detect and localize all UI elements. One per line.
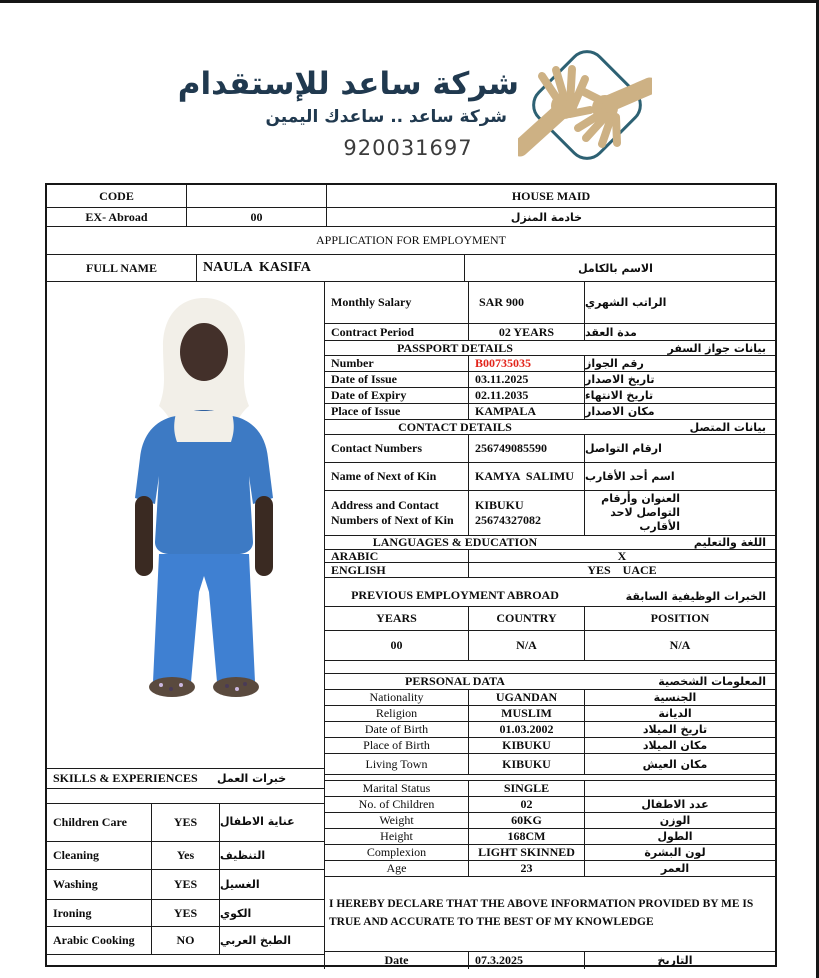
contract-period-value: 02 YEARS (469, 324, 585, 340)
ex-abroad-label: EX- Abroad (47, 208, 187, 226)
passport-details-title-en: PASSPORT DETAILS (397, 341, 513, 355)
passport-details-title-ar: بيانات جواز السفر (667, 341, 766, 355)
complexion-row (325, 845, 775, 861)
contact-details-title-en: CONTACT DETAILS (398, 420, 512, 434)
field-value: 01.03.2002 (469, 722, 585, 737)
next-of-kin-value: KAMYA SALIMU (469, 463, 585, 490)
previous-employment-columns-row (325, 607, 775, 631)
next-of-kin-ar: اسم أحد الأقارب (585, 470, 675, 483)
position-en: HOUSE MAID (511, 188, 591, 203)
full-name-label: FULL NAME (47, 255, 197, 281)
code-value (187, 185, 327, 207)
country-column-header: COUNTRY (469, 607, 585, 630)
contact-numbers-row (325, 435, 775, 463)
kin-address-label: Address and Contact Numbers of Next of Kin (325, 491, 469, 535)
arabic-language-label: ARABIC (325, 550, 469, 562)
passport-number-row (325, 356, 775, 372)
weight-row (325, 813, 775, 829)
skill-label-ar: الطبخ العربي (220, 934, 292, 947)
field-label-ar: العمر (660, 862, 690, 875)
field-label: Age (325, 861, 469, 876)
date-of-birth-row (325, 722, 775, 738)
code-label: CODE (47, 185, 187, 207)
kin-address-town: KIBUKU (475, 498, 524, 512)
personal-data-header (325, 674, 775, 690)
full-name-row (47, 255, 775, 282)
skill-row-children-care (47, 804, 324, 842)
skill-value: Yes (152, 842, 220, 869)
company-name-arabic: شركة ساعد للإستقدام (177, 66, 519, 102)
field-label: Living Town (325, 754, 469, 774)
field-label-ar: الطول (657, 830, 693, 843)
field-label: Nationality (325, 690, 469, 705)
left-column (47, 282, 325, 969)
field-label: Marital Status (325, 781, 469, 796)
declaration-row (325, 877, 775, 952)
skills-header-ar: خبرات العمل (217, 772, 287, 785)
applicant-photo (47, 282, 324, 769)
company-phone: 920031697 (343, 136, 473, 160)
company-header (0, 0, 819, 183)
spacer-row (325, 661, 775, 674)
religion-row (325, 706, 775, 722)
field-label: Weight (325, 813, 469, 828)
skill-value: NO (152, 927, 220, 954)
field-value: SINGLE (469, 781, 585, 796)
skill-label: Washing (47, 870, 152, 899)
declaration-text: I HEREBY DECLARE THAT THE ABOVE INFORMATION PROVIDED BY ME IS TRUE AND ACCURATE TO THE BEST OF MY KNOWLEDGE (329, 898, 754, 928)
field-label-ar: الديانة (658, 707, 692, 720)
field-label-ar (585, 781, 775, 796)
contact-numbers-ar: ارقام التواصل (585, 442, 662, 455)
date-label: Date (325, 952, 469, 969)
field-value: LIGHT SKINNED (469, 845, 585, 860)
skill-row-cleaning (47, 842, 324, 870)
arabic-language-value: X (617, 550, 627, 562)
skill-row-washing (47, 870, 324, 900)
kin-address-row (325, 491, 775, 536)
languages-education-header (325, 536, 775, 550)
languages-title-en: LANGUAGES & EDUCATION (372, 536, 538, 549)
application-form-table (45, 183, 777, 967)
field-label: Religion (325, 706, 469, 721)
previous-employment-values-row (325, 631, 775, 661)
date-of-expiry-row (325, 388, 775, 404)
passport-number-value: B00735035 (469, 356, 585, 371)
field-label-ar: الجنسية (653, 691, 697, 704)
place-of-issue-row (325, 404, 775, 420)
date-ar: التاريخ (657, 954, 693, 967)
arabic-language-row (325, 550, 775, 563)
full-name-value: NAULA KASIFA (197, 255, 465, 281)
personal-data-title-en: PERSONAL DATA (405, 674, 505, 688)
ex-abroad-value: 00 (187, 208, 327, 226)
field-label: No. of Children (325, 797, 469, 812)
field-label: Place of Birth (325, 738, 469, 753)
date-row (325, 952, 775, 969)
monthly-salary-label: Monthly Salary (325, 282, 469, 323)
field-value: 60KG (469, 813, 585, 828)
skill-label: Children Care (47, 804, 152, 841)
field-label-ar: تاريخ الميلاد (642, 723, 708, 736)
previous-employment-title-ar: الخبرات الوظيفية السابقة (625, 590, 766, 603)
field-value: KIBUKU (469, 738, 585, 753)
field-label-ar: الوزن (659, 814, 691, 827)
contact-details-header (325, 420, 775, 435)
skill-value: YES (152, 900, 220, 926)
place-of-birth-row (325, 738, 775, 754)
details-column (325, 282, 775, 969)
passport-details-header (325, 341, 775, 356)
field-label-ar: لون البشرة (644, 846, 706, 859)
date-value: 07.3.2025 (469, 952, 585, 969)
skill-label: Cleaning (47, 842, 152, 869)
date-of-issue-row (325, 372, 775, 388)
skill-label: Arabic Cooking (47, 927, 152, 954)
date-of-issue-label: Date of Issue (325, 372, 469, 387)
field-label-ar: مكان الميلاد (642, 739, 708, 752)
field-value: 23 (469, 861, 585, 876)
contact-numbers-value: 256749085590 (469, 435, 585, 462)
nationality-row (325, 690, 775, 706)
skill-value: YES (152, 870, 220, 899)
code-row (47, 185, 775, 208)
personal-data-title-ar: المعلومات الشخصية (658, 675, 766, 688)
field-label: Height (325, 829, 469, 844)
skill-label-ar: الغسيل (220, 878, 260, 891)
date-of-expiry-label: Date of Expiry (325, 388, 469, 403)
age-row (325, 861, 775, 877)
form-body (47, 282, 775, 969)
ex-abroad-row (47, 208, 775, 227)
field-label-ar: عدد الاطفال (641, 798, 709, 811)
field-value: KIBUKU (469, 754, 585, 774)
country-value: N/A (469, 631, 585, 660)
application-title-row (47, 227, 775, 255)
previous-employment-header (325, 578, 775, 607)
kin-address-phone: 25674327082 (475, 513, 541, 527)
kin-address-ar: العنوان وأرقام التواصل لاحد الأقارب (601, 492, 680, 533)
skills-header-en: SKILLS & EXPERIENCES (53, 771, 198, 785)
passport-number-ar: رقم الجواز (585, 357, 644, 370)
years-column-header: YEARS (325, 607, 469, 630)
contract-period-ar: مدة العقد (585, 325, 637, 339)
skill-label-ar: عناية الاطفال (220, 815, 295, 829)
skill-label-ar: التنظيف (220, 849, 266, 862)
position-ar: خادمة المنزل (510, 210, 583, 224)
place-of-issue-ar: مكان الاصدار (585, 405, 655, 418)
field-value: MUSLIM (469, 706, 585, 721)
previous-employment-title-en: PREVIOUS EMPLOYMENT ABROAD (351, 588, 559, 602)
next-of-kin-label: Name of Next of Kin (325, 463, 469, 490)
monthly-salary-row (325, 282, 775, 324)
contract-period-label: Contract Period (325, 324, 469, 340)
field-value: UGANDAN (469, 690, 585, 705)
field-label-ar: مكان العيش (642, 757, 708, 771)
date-of-issue-value: 03.11.2025 (469, 372, 585, 387)
english-language-label: ENGLISH (325, 563, 469, 577)
position-column-header: POSITION (650, 611, 710, 625)
contract-period-row (325, 324, 775, 341)
field-value: 02 (469, 797, 585, 812)
date-of-issue-ar: تاريخ الاصدار (585, 373, 655, 386)
skills-header-row (47, 769, 324, 789)
date-of-expiry-ar: تاريخ الانتهاء (585, 389, 654, 402)
marital-status-row (325, 781, 775, 797)
field-label: Complexion (325, 845, 469, 860)
children-count-row (325, 797, 775, 813)
english-language-value: YES UACE (587, 563, 657, 577)
application-title: APPLICATION FOR EMPLOYMENT (315, 233, 506, 247)
next-of-kin-row (325, 463, 775, 491)
skill-label: Ironing (47, 900, 152, 926)
two-hands-diamond-logo-icon (518, 44, 652, 175)
monthly-salary-value: SAR 900 (469, 282, 585, 323)
field-value: 168CM (469, 829, 585, 844)
passport-number-label: Number (325, 356, 469, 371)
monthly-salary-ar: الراتب الشهري (585, 296, 667, 309)
company-slogan-arabic: شركة ساعد .. ساعدك اليمين (265, 107, 507, 127)
languages-title-ar: اللغة والتعليم (693, 536, 766, 549)
living-town-row (325, 754, 775, 775)
position-value: N/A (669, 638, 691, 652)
contact-details-title-ar: بيانات المتصل (689, 420, 766, 434)
english-language-row (325, 563, 775, 578)
skills-spacer-row (47, 789, 324, 804)
skill-label-ar: الكوي (220, 906, 252, 920)
skill-value: YES (152, 804, 220, 841)
skill-row-ironing (47, 900, 324, 927)
contact-numbers-label: Contact Numbers (325, 435, 469, 462)
place-of-issue-value: KAMPALA (469, 404, 585, 419)
full-name-ar: الاسم بالكامل (578, 261, 653, 275)
left-bottom-spacer (47, 955, 324, 969)
skill-row-arabic-cooking (47, 927, 324, 955)
years-value: 00 (325, 631, 469, 660)
kin-address-value (469, 491, 585, 535)
height-row (325, 829, 775, 845)
date-of-expiry-value: 02.11.2035 (469, 388, 585, 403)
field-label: Date of Birth (325, 722, 469, 737)
place-of-issue-label: Place of Issue (325, 404, 469, 419)
